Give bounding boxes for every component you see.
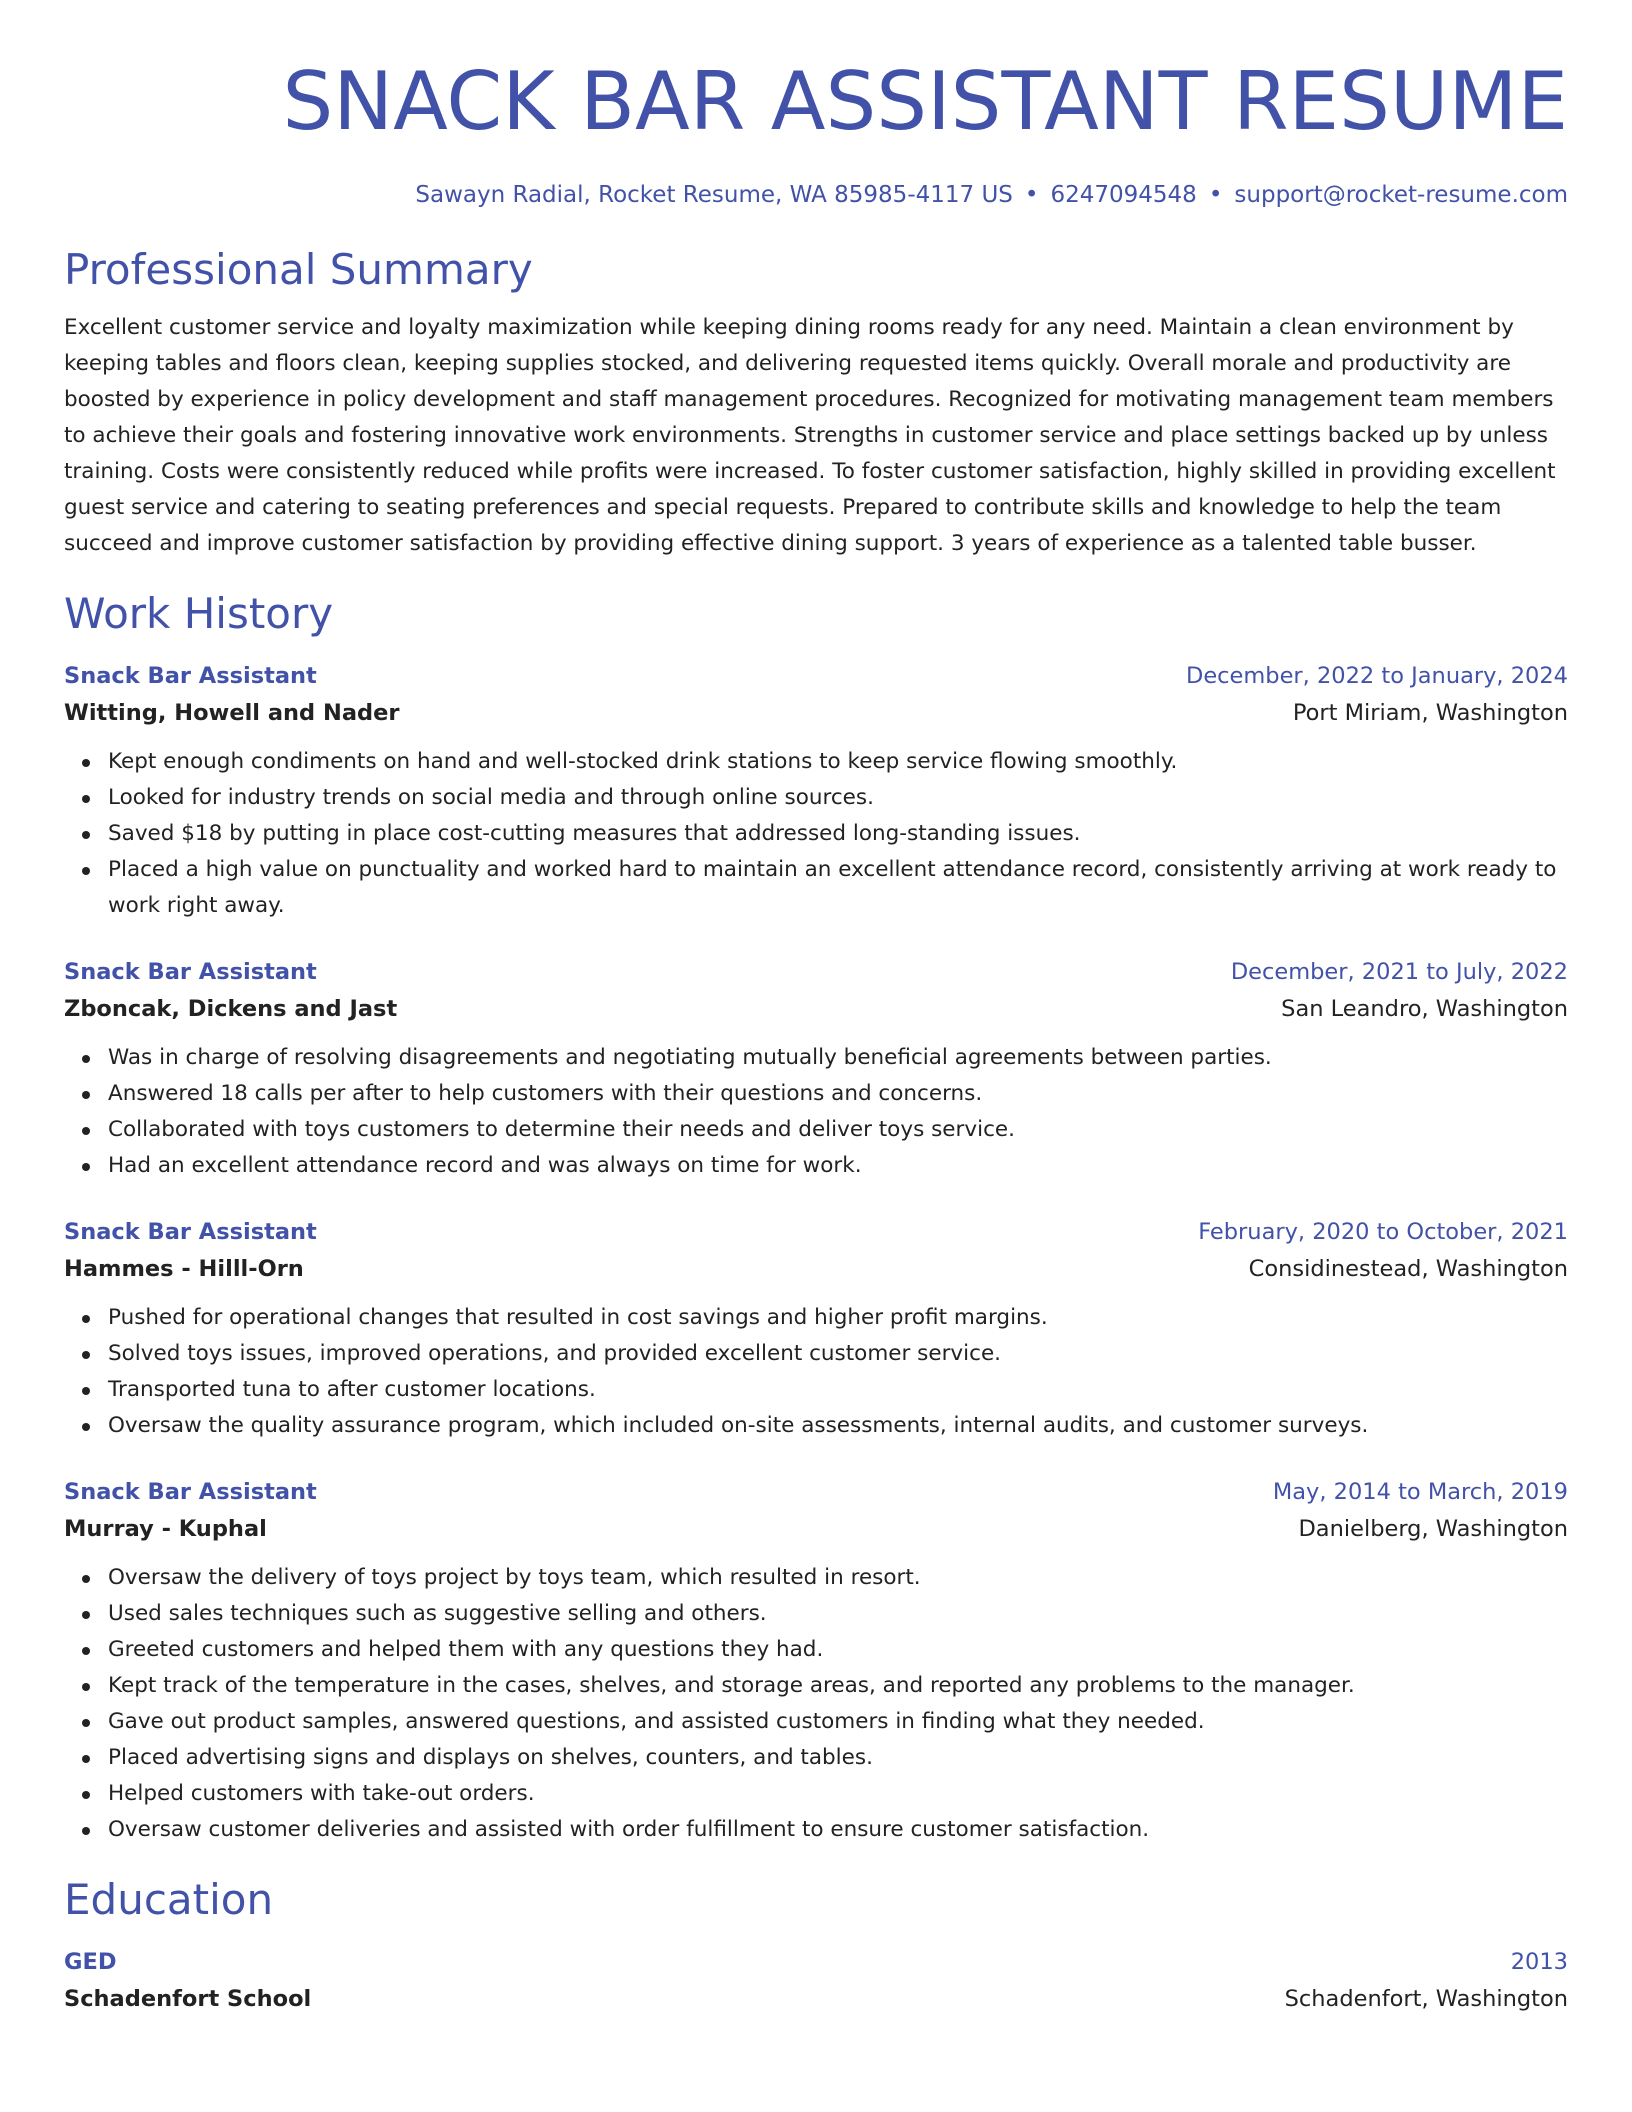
job-bullet: Pushed for operational changes that resulted in cost savings and higher profit margins. <box>108 1300 1568 1336</box>
resume-title: SNACK BAR ASSISTANT RESUME <box>282 55 1568 148</box>
job-bullet: Oversaw the delivery of toys project by toys team, which resulted in resort. <box>108 1560 1568 1596</box>
contact-email[interactable]: support@rocket-resume.com <box>1234 182 1568 208</box>
job-bullet: Had an excellent attendance record and was always on time for work. <box>108 1148 1568 1184</box>
job-location: Port Miriam, Washington <box>1292 700 1568 726</box>
job-bullet: Answered 18 calls per after to help customers with their questions and concerns. <box>108 1076 1568 1112</box>
contact-phone: 6247094548 <box>1050 182 1197 208</box>
job-dates: December, 2022 to January, 2024 <box>1186 663 1568 689</box>
job-bullet: Collaborated with toys customers to determine their needs and deliver toys service. <box>108 1112 1568 1148</box>
job-company: Murray - Kuphal <box>64 1516 267 1542</box>
job-bullet: Used sales techniques such as suggestive selling and others. <box>108 1596 1568 1632</box>
job-dates: December, 2021 to July, 2022 <box>1230 959 1568 985</box>
job-title: Snack Bar Assistant <box>64 1219 317 1245</box>
education-section <box>64 1874 1568 2018</box>
section-heading-education: Education <box>64 1875 274 1924</box>
job-entry <box>64 1214 1568 1444</box>
work-history-section <box>64 588 1568 1848</box>
education-location: Schadenfort, Washington <box>1284 1986 1568 2012</box>
job-bullet: Oversaw the quality assurance program, which included on-site assessments, internal audits, and customer surveys. <box>108 1408 1568 1444</box>
job-bullet: Placed a high value on punctuality and worked hard to maintain an excellent attendance record, consistently arriving at work ready to work right away. <box>108 852 1568 924</box>
job-dates: February, 2020 to October, 2021 <box>1198 1219 1568 1245</box>
job-bullet: Kept enough condiments on hand and well-stocked drink stations to keep service flowing smoothly. <box>108 744 1568 780</box>
education-school: Schadenfort School <box>64 1986 312 2012</box>
job-entry <box>64 658 1568 924</box>
job-bullet: Saved $18 by putting in place cost-cutting measures that addressed long-standing issues. <box>108 816 1568 852</box>
job-title: Snack Bar Assistant <box>64 1479 317 1505</box>
contact-address: Sawayn Radial, Rocket Resume, WA 85985-4117 US <box>415 182 1013 208</box>
job-entry <box>64 954 1568 1184</box>
job-bullet: Gave out product samples, answered questions, and assisted customers in finding what they needed. <box>108 1704 1568 1740</box>
job-bullet-list <box>64 1560 1568 1848</box>
job-bullet-list <box>64 744 1568 924</box>
section-heading-work-history: Work History <box>64 589 334 638</box>
section-heading-summary: Professional Summary <box>64 245 533 294</box>
job-location: Danielberg, Washington <box>1298 1516 1568 1542</box>
contact-separator: • <box>1208 182 1223 208</box>
summary-paragraph: Excellent customer service and loyalty maximization while keeping dining rooms ready for any need. Maintain a clean environment by keeping tables and floors clean, keeping supplies stocked, and delivering requested items quickly. Overall morale and productivity are boosted by experience in policy development and staff management procedures. Recognized for motivating management team members to achieve their goals and fostering innovative work environments. Strengths in customer service and place settings backed up by unless training. Costs were consistently reduced while profits were increased. To foster customer satisfaction, highly skilled in providing excellent guest service and catering to seating preferences and special requests. Prepared to contribute skills and knowledge to help the team succeed and improve customer satisfaction by providing effective dining support. 3 years of experience as a talented table busser. <box>64 315 1556 556</box>
contact-separator: • <box>1024 182 1039 208</box>
job-title: Snack Bar Assistant <box>64 663 317 689</box>
job-location: San Leandro, Washington <box>1281 996 1568 1022</box>
job-bullet: Placed advertising signs and displays on shelves, counters, and tables. <box>108 1740 1568 1776</box>
job-bullet: Was in charge of resolving disagreements and negotiating mutually beneficial agreements between parties. <box>108 1040 1568 1076</box>
education-year: 2013 <box>1510 1949 1568 1975</box>
job-dates: May, 2014 to March, 2019 <box>1272 1479 1568 1505</box>
job-company: Hammes - Hilll-Orn <box>64 1256 304 1282</box>
contact-line <box>64 180 1568 210</box>
job-company: Zboncak, Dickens and Jast <box>64 996 398 1022</box>
job-bullet-list <box>64 1300 1568 1444</box>
job-bullet: Solved toys issues, improved operations, and provided excellent customer service. <box>108 1336 1568 1372</box>
job-bullet: Greeted customers and helped them with any questions they had. <box>108 1632 1568 1668</box>
job-title: Snack Bar Assistant <box>64 959 317 985</box>
job-bullet: Helped customers with take-out orders. <box>108 1776 1568 1812</box>
job-bullet: Oversaw customer deliveries and assisted with order fulfillment to ensure customer satisfaction. <box>108 1812 1568 1848</box>
job-bullet: Kept track of the temperature in the cases, shelves, and storage areas, and reported any problems to the manager. <box>108 1668 1568 1704</box>
education-degree: GED <box>64 1949 117 1975</box>
education-entry <box>64 1944 1568 2018</box>
job-location: Considinestead, Washington <box>1248 1256 1568 1282</box>
professional-summary-section <box>64 244 1568 562</box>
job-bullet-list <box>64 1040 1568 1184</box>
job-entry <box>64 1474 1568 1848</box>
job-bullet: Looked for industry trends on social media and through online sources. <box>108 780 1568 816</box>
job-bullet: Transported tuna to after customer locations. <box>108 1372 1568 1408</box>
job-company: Witting, Howell and Nader <box>64 700 400 726</box>
